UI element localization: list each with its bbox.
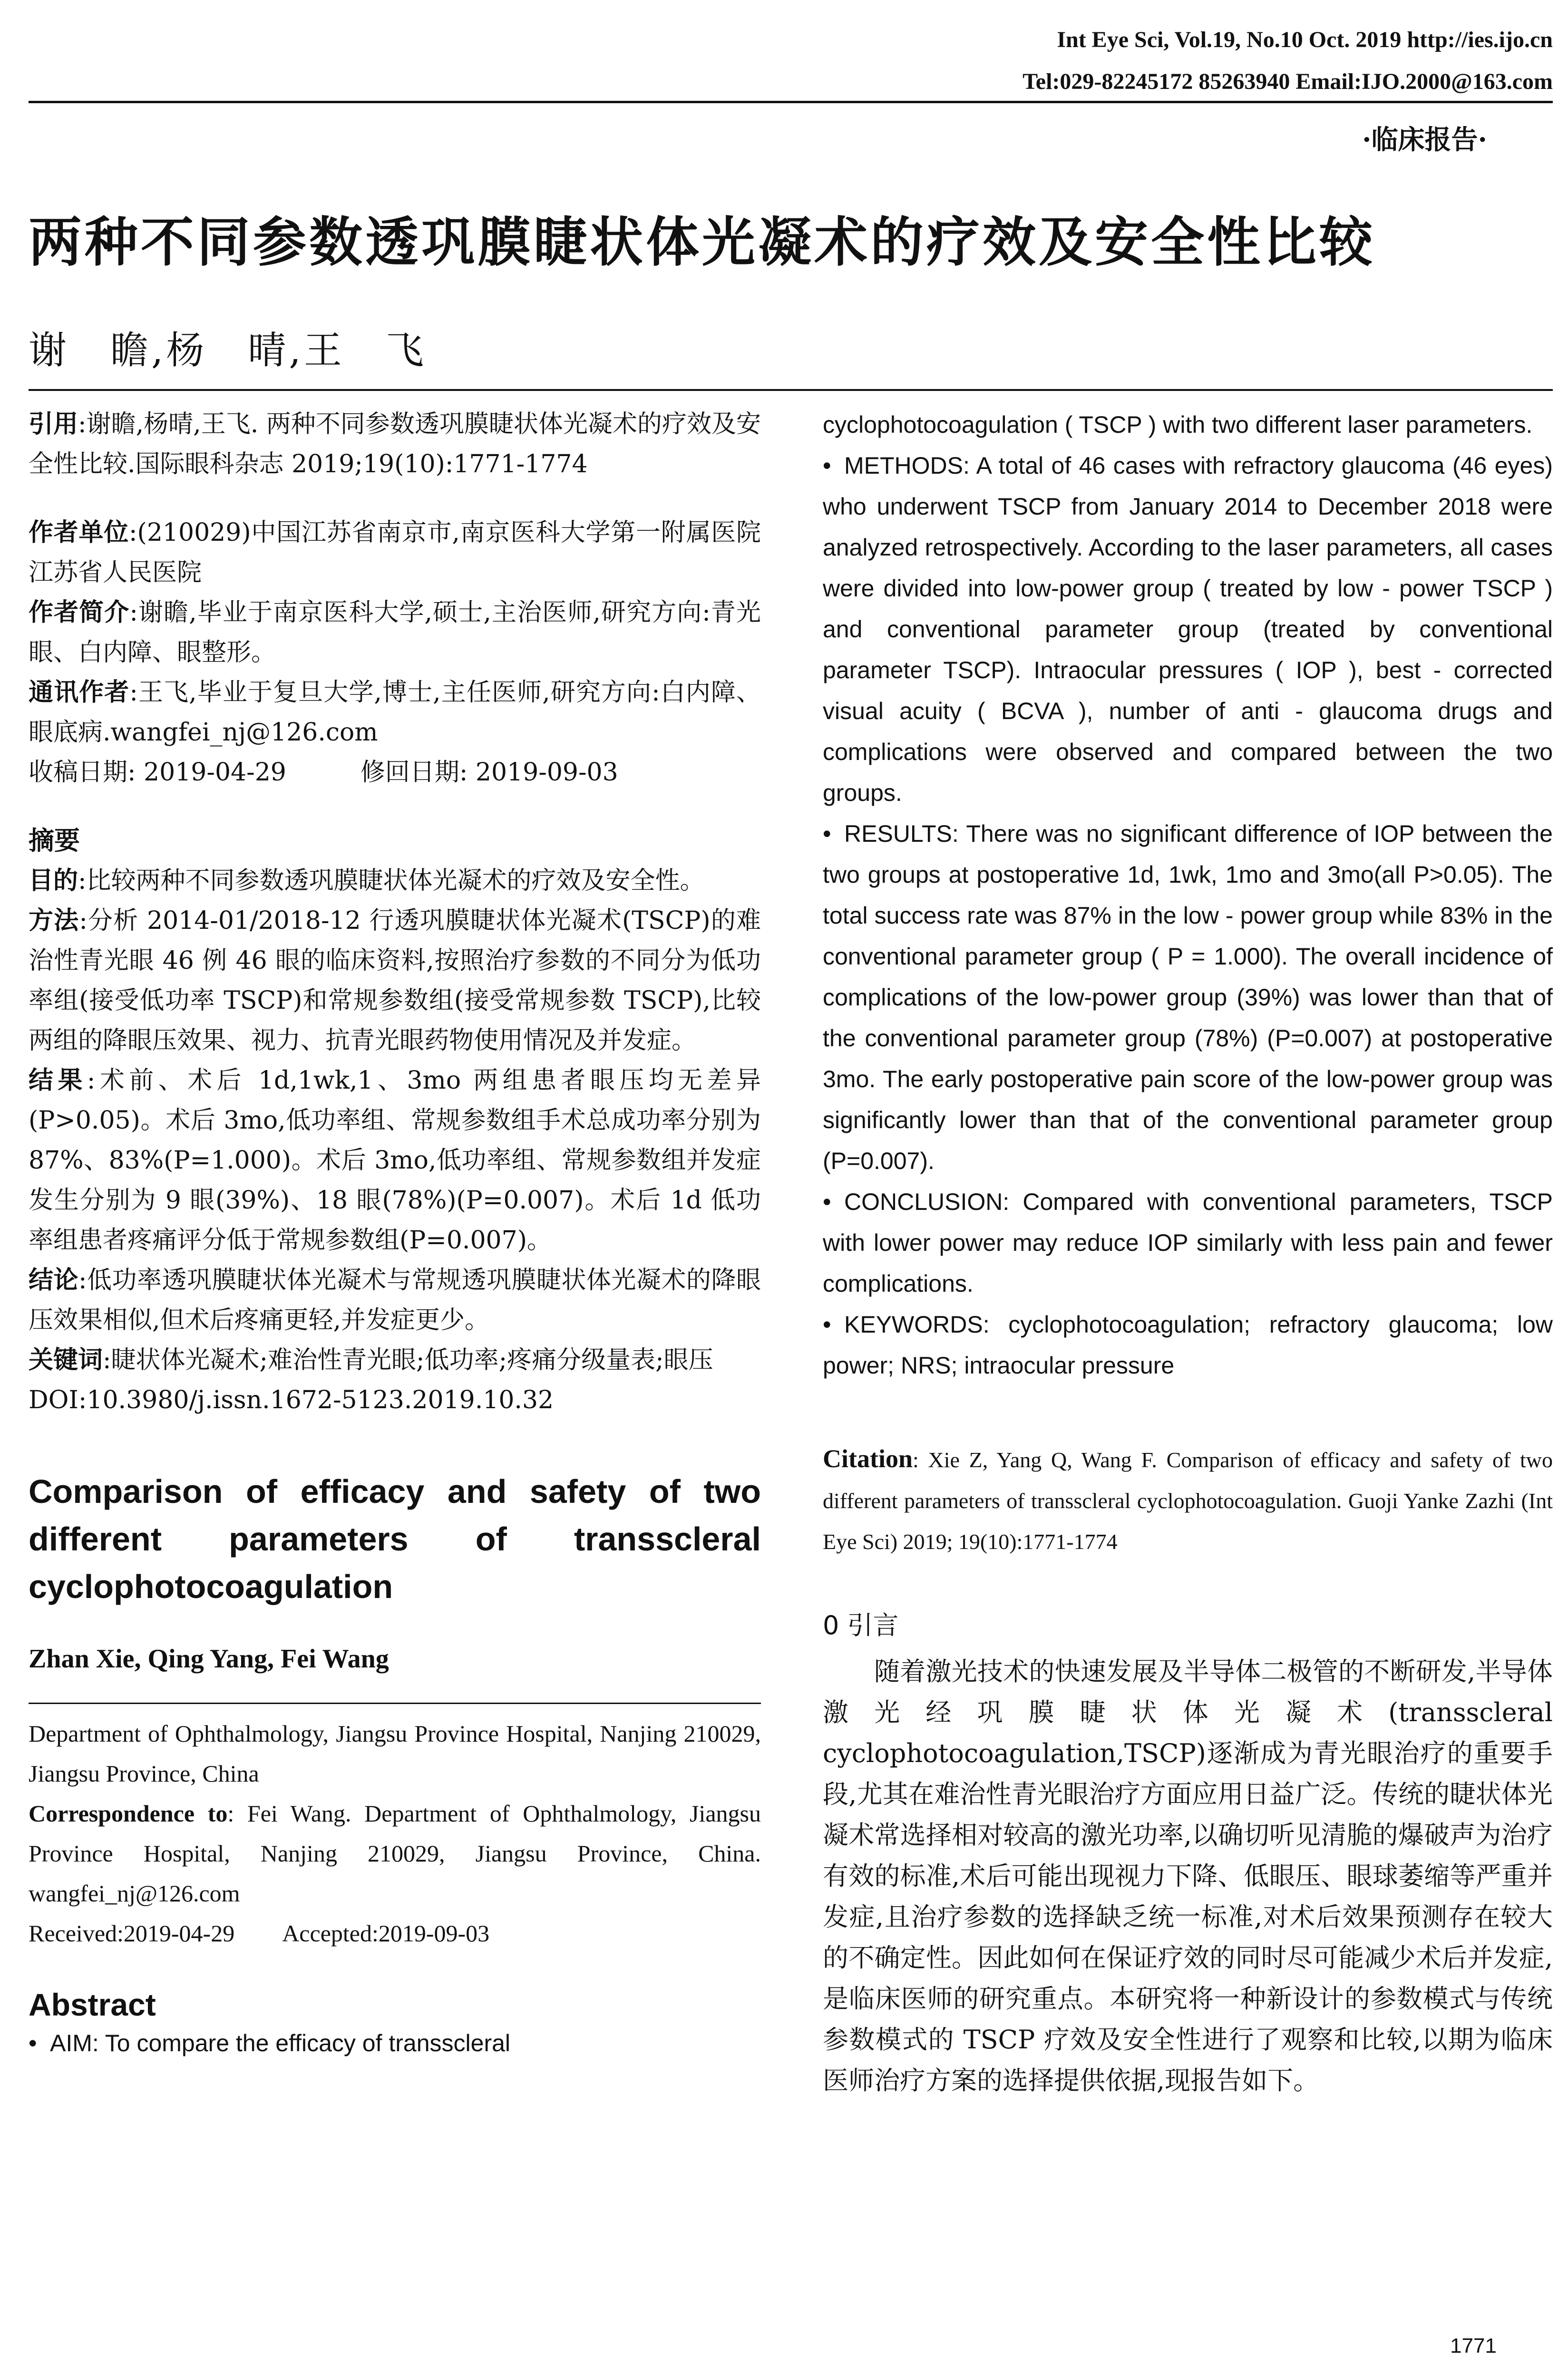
conclusion-text: :低功率透巩膜睫状体光凝术与常规透巩膜睫状体光凝术的降眼压效果相似,但术后疼痛更轻,并发症更少。 bbox=[29, 1266, 761, 1335]
citation-en-label: Citation bbox=[823, 1444, 913, 1473]
doi: DOI:10.3980/j.issn.1672-5123.2019.10.32 bbox=[29, 1386, 554, 1414]
english-authors: Zhan Xie, Qing Yang, Fei Wang bbox=[29, 1644, 389, 1674]
aim-en bbox=[29, 2023, 761, 2064]
keywords-en bbox=[823, 1304, 1553, 1386]
bullet-icon: • bbox=[823, 820, 831, 847]
page-number: 1771 bbox=[1450, 2334, 1497, 2358]
affiliation bbox=[29, 513, 761, 593]
english-correspondence bbox=[29, 1793, 761, 1913]
corr-text: :王飞,毕业于复旦大学,博士,主任医师,研究方向:白内障、眼底病.wangfei_nj@126.com bbox=[29, 678, 761, 747]
results-label: 结果 bbox=[29, 1066, 87, 1095]
methods-en-text: METHODS: A total of 46 cases with refractory glaucoma (46 eyes) who underwent TSCP from January 2014 to December 2018 were analyzed retrospectively. According to the laser parameters, all cases were divided into low-power group ( treated by low - power TSCP ) and conventional parameter group (treated by conventional parameter TSCP). Intraocular pressures ( IOP ), best - corrected visual acuity ( BCVA ), number of anti - glaucoma drugs and complications were observed and compared between the two groups. bbox=[823, 452, 1553, 806]
aim-label: 目的 bbox=[29, 867, 78, 895]
methods-label: 方法 bbox=[29, 906, 79, 935]
journal-header-line2: Tel:029-82245172 85263940 Email:IJO.2000@163.com bbox=[1023, 69, 1553, 94]
header-rule bbox=[29, 101, 1553, 103]
citation-zh bbox=[29, 404, 761, 484]
citation-text: :谢瞻,杨晴,王飞. 两种不同参数透巩膜睫状体光凝术的疗效及安全性比较.国际眼科杂志 2019;19(10):1771-1774 bbox=[29, 410, 761, 478]
abstract-heading-en: Abstract bbox=[29, 1987, 156, 2022]
conclusion-zh bbox=[29, 1260, 761, 1340]
en-corr-label: Correspondence to bbox=[29, 1800, 228, 1827]
bullet-icon: • bbox=[823, 452, 831, 479]
section-tag: ·临床报告· bbox=[1362, 124, 1487, 156]
title-rule bbox=[29, 389, 1553, 391]
english-title: Comparison of efficacy and safety of two different parameters of transscleral cyclophotocoagulation bbox=[29, 1473, 761, 1605]
results-zh bbox=[29, 1061, 761, 1260]
citation-en bbox=[823, 1438, 1553, 1562]
abstract-heading-zh: 摘要 bbox=[29, 826, 80, 856]
aim-text: :比较两种不同参数透巩膜睫状体光凝术的疗效及安全性。 bbox=[78, 867, 705, 895]
aim-en-continued: cyclophotocoagulation ( TSCP ) with two different laser parameters. bbox=[823, 411, 1533, 438]
bio-text: :谢瞻,毕业于南京医科大学,硕士,主治医师,研究方向:青光眼、白内障、眼整形。 bbox=[29, 598, 761, 667]
bullet-icon: • bbox=[823, 1311, 831, 1338]
aim-zh bbox=[29, 861, 761, 901]
en-corr-text: : Fei Wang. Department of Ophthalmology, Jiangsu Province Hospital, Nanjing 210029, Jiangsu Province, China. wangfei_nj@126.com bbox=[29, 1800, 761, 1907]
english-dates: Received:2019-04-29 Accepted:2019-09-03 bbox=[29, 1920, 490, 1947]
aim-en-text: AIM: To compare the efficacy of transscleral bbox=[50, 2030, 511, 2056]
conclusion-en-text: CONCLUSION: Compared with conventional parameters, TSCP with lower power may reduce IOP similarly with less pain and fewer complications. bbox=[823, 1188, 1553, 1297]
bullet-icon: • bbox=[29, 2030, 37, 2056]
corresponding-author bbox=[29, 672, 761, 752]
keywords-en-text: KEYWORDS: cyclophotocoagulation; refractory glaucoma; low power; NRS; intraocular pressure bbox=[823, 1311, 1553, 1379]
affiliation-text: :(210029)中国江苏省南京市,南京医科大学第一附属医院 江苏省人民医院 bbox=[29, 518, 761, 587]
conclusion-label: 结论 bbox=[29, 1266, 78, 1295]
results-en bbox=[823, 813, 1553, 1181]
results-en-text: RESULTS: There was no significant difference of IOP between the two groups at postoperative 1d, 1wk, 1mo and 3mo(all P>0.05). The total success rate was 87% in the low - power group while 83% in the conventional parameter group ( P = 1.000). The overall incidence of complications of the low-power group (39%) was lower than that of the conventional parameter group (78%) (P=0.007) at postoperative 3mo. The early postoperative pain score of the low-power group was significantly lower than that of the conventional parameter group (P=0.007). bbox=[823, 820, 1553, 1174]
intro-paragraph: 随着激光技术的快速发展及半导体二极管的不断研发,半导体激光经巩膜睫状体光凝术(transscleral cyclophotocoagulation,TSCP)逐渐成为青光眼治疗的重要手段,尤其在难治性青光眼治疗方面应用日益广泛。传统的睫状体光凝术常选择相对较高的激光功率,以确切听见清脆的爆破声为治疗有效的标准,术后可能出现视力下降、低眼压、眼球萎缩等严重并发症,且治疗参数的选择缺乏统一标准,对术后效果预测存在较大的不确定性。因此如何在保证疗效的同时尽可能减少术后并发症,是临床医师的研究重点。本研究将一种新设计的参数模式与传统参数模式的 TSCP 疗效及安全性进行了观察和比较,以期为临床医师治疗方案的选择提供依据,现报告如下。 bbox=[823, 1656, 1553, 2095]
keywords-zh bbox=[29, 1340, 761, 1380]
bullet-icon: • bbox=[823, 1188, 831, 1215]
methods-text: :分析 2014-01/2018-12 行透巩膜睫状体光凝术(TSCP)的难治性青光眼 46 例 46 眼的临床资料,按照治疗参数的不同分为低功率组(接受低功率 TSCP)和常规参数组(接受常规参数 TSCP),比较两组的降眼压效果、视力、抗青光眼药物使用情况及并发症。 bbox=[29, 906, 761, 1055]
results-text: :术前、术后 1d,1wk,1、3mo 两组患者眼压均无差异(P>0.05)。术后 3mo,低功率组、常规参数组手术总成功率分别为 87%、83%(P=1.000)。术后 3mo,低功率组、常规参数组并发症发生分别为 9 眼(39%)、18 眼(78%)(P=0.007)。术后 1d 低功率组患者疼痛评分低于常规参数组(P=0.007)。 bbox=[29, 1066, 761, 1255]
right-column bbox=[823, 404, 1553, 2101]
keywords-label: 关键词 bbox=[29, 1346, 103, 1374]
left-column bbox=[29, 404, 761, 2064]
corr-label: 通讯作者 bbox=[29, 678, 130, 707]
intro-heading: 0 引言 bbox=[823, 1610, 899, 1640]
conclusion-en bbox=[823, 1181, 1553, 1304]
bio-label: 作者简介 bbox=[29, 598, 130, 627]
english-department: Department of Ophthalmology, Jiangsu Province Hospital, Nanjing 210029, Jiangsu Province, China bbox=[29, 1720, 761, 1787]
affiliation-label: 作者单位 bbox=[29, 518, 129, 547]
methods-zh bbox=[29, 901, 761, 1061]
methods-en bbox=[823, 445, 1553, 813]
authors: 谢 瞻,杨 晴,王 飞 bbox=[29, 328, 427, 372]
page-title: 两种不同参数透巩膜睫状体光凝术的疗效及安全性比较 bbox=[29, 212, 1375, 273]
keywords-text: :睫状体光凝术;难治性青光眼;低功率;疼痛分级量表;眼压 bbox=[103, 1346, 713, 1374]
citation-en-text: : Xie Z, Yang Q, Wang F. Comparison of efficacy and safety of two different parameters of transscleral cyclophotocoagulation. Guoji Yanke Zazhi (Int Eye Sci) 2019; 19(10):1771-1774 bbox=[823, 1448, 1553, 1554]
dates-zh: 收稿日期: 2019-04-29 修回日期: 2019-09-03 bbox=[29, 758, 618, 787]
author-bio bbox=[29, 593, 761, 672]
journal-header-line1: Int Eye Sci, Vol.19, No.10 Oct. 2019 http://ies.ijo.cn bbox=[1057, 27, 1553, 52]
citation-label: 引用 bbox=[29, 410, 78, 438]
